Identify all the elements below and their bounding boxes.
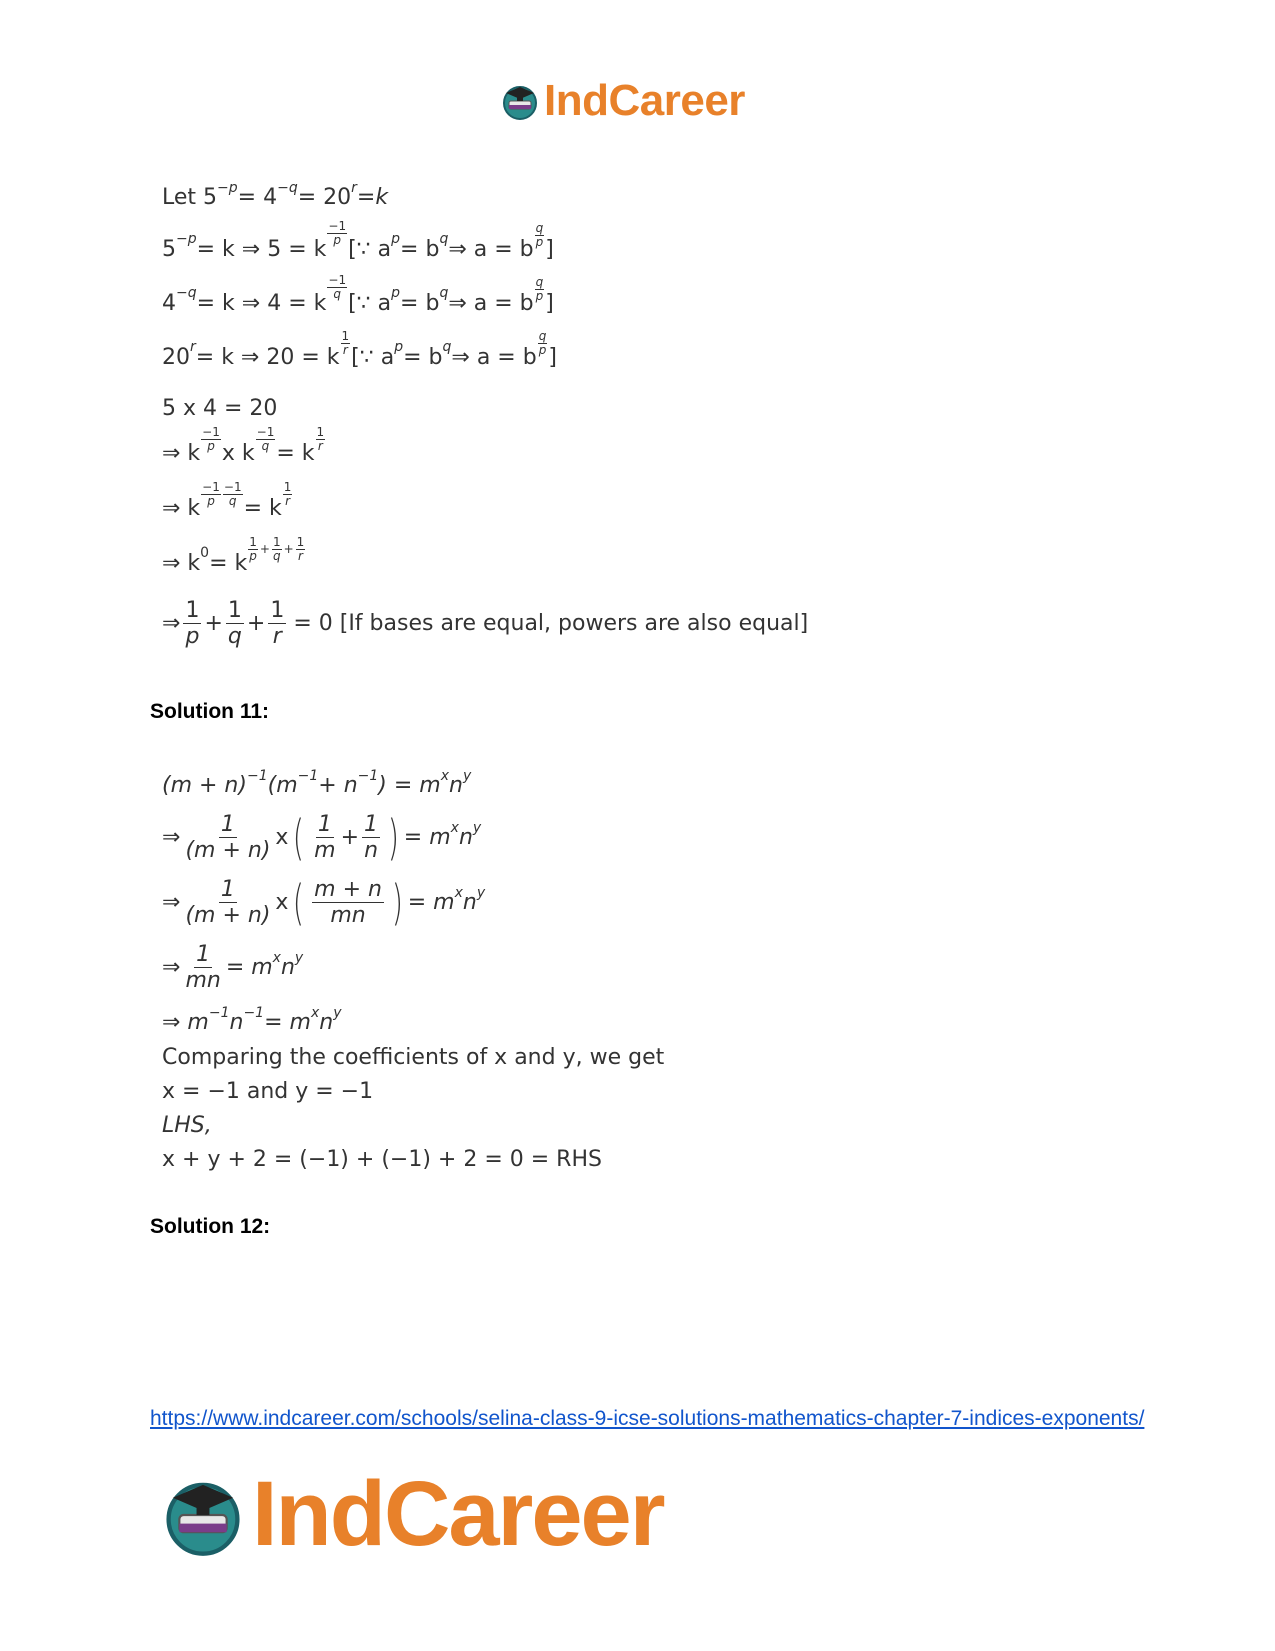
math-line-11-5: ⇒ m −1 n −1 = m x n y — [162, 1004, 342, 1035]
math-line-11-9: x + y + 2 = (−1) + (−1) + 2 = 0 = RHS — [162, 1147, 602, 1172]
math-line-11-2: ⇒ $\frac{1}{(m + n)}$ x ( $\frac{1}{m}$ + $\frac{1}{n}$ ) = m x n y — [162, 809, 482, 866]
math-line-8: ⇒ k 0 = k $\frac{1}{p}$ + $\frac{1}{q}$ + $\frac{1}{r}$ — [162, 535, 305, 576]
graduation-cap-book-globe-icon — [160, 1472, 246, 1558]
math-line-9: ⇒ $\frac{1}{p}$ + $\frac{1}{q}$ + $\frac{1}{r}$ = 0 [If bases are equal, powers are also equal] — [162, 598, 809, 650]
math-line-11-3: ⇒ $\frac{1}{(m + n)}$ x ( $\frac{m + n}{mn}$ ) = m x n y — [162, 874, 486, 931]
brand-name: IndCareer — [252, 1463, 664, 1565]
math-line-11-7: x = −1 and y = −1 — [162, 1079, 374, 1104]
graduation-cap-book-globe-icon — [500, 81, 540, 121]
math-line-11-8: LHS, — [162, 1113, 212, 1138]
math-line-1: Let 5 −p = 4 −q = 20 r = k — [162, 179, 389, 210]
math-line-7: ⇒ k $\frac{-1}{p}$ $\frac{-1}{q}$ = k $\frac{1}{r}$ — [162, 480, 292, 521]
solution-11-heading: Solution 11: — [150, 700, 270, 723]
math-line-2: 5 −p = k ⇒ 5 = k $\frac{-1}{p}$ [∵ a p = b q ⇒ a = b $\frac{q}{p}$ ] — [162, 219, 554, 262]
math-line-3: 4 −q = k ⇒ 4 = k $\frac{-1}{q}$ [∵ a p = b q ⇒ a = b $\frac{q}{p}$ ] — [162, 273, 554, 316]
math-line-5: 5 x 4 = 20 — [162, 396, 278, 421]
footer-logo — [160, 1462, 664, 1567]
solution-12-heading: Solution 12: — [150, 1215, 271, 1238]
header-logo — [500, 76, 745, 126]
math-line-6: ⇒ k $\frac{-1}{p}$ x k $\frac{-1}{q}$ = k $\frac{1}{r}$ — [162, 425, 325, 466]
footer-source-link[interactable]: https://www.indcareer.com/schools/selina-class-9-icse-solutions-mathematics-chapter-7-indices-exponents/ — [150, 1407, 1145, 1430]
math-line-11-1: (m + n) −1 (m −1 + n −1 ) = m x n y — [162, 767, 472, 798]
math-line-11-6: Comparing the coefficients of x and y, we get — [162, 1045, 665, 1070]
math-line-4: 20 r = k ⇒ 20 = k $\frac{1}{r}$ [∵ a p = b q ⇒ a = b $\frac{q}{p}$ ] — [162, 329, 557, 370]
math-line-11-4: ⇒ $\frac{1}{mn}$ = m x n y — [162, 942, 304, 994]
brand-name: IndCareer — [544, 76, 745, 125]
